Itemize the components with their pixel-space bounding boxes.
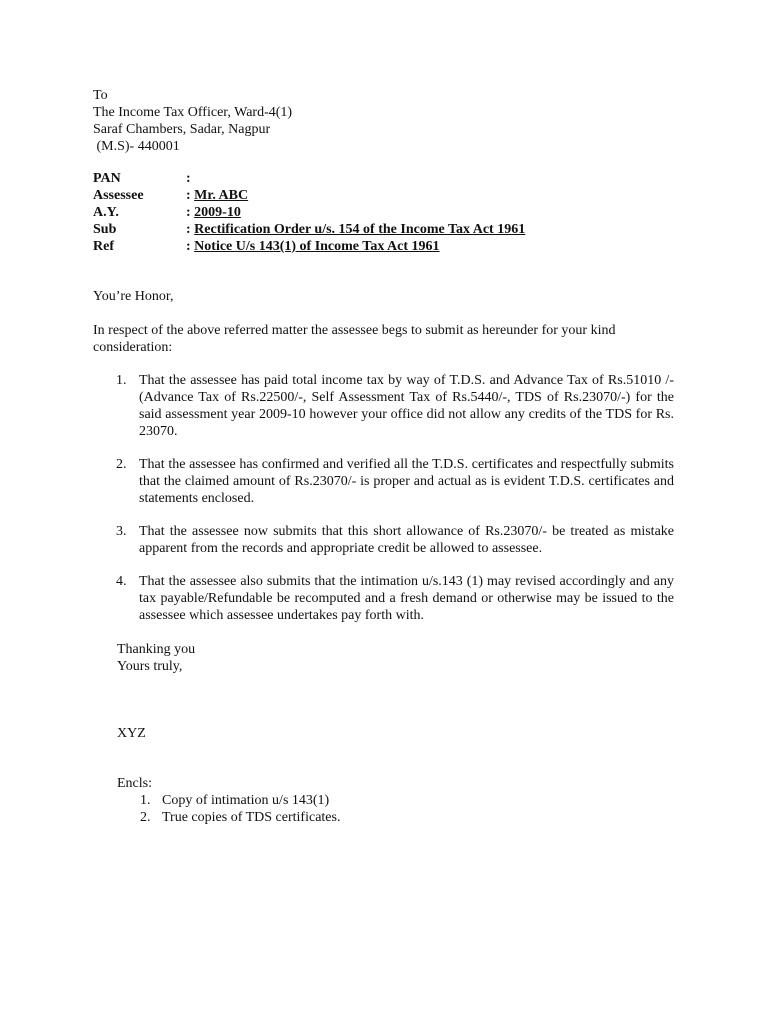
list-item bbox=[116, 372, 674, 440]
list-text: That the assessee has confirmed and verified all the T.D.S. certificates and respectfully submits that the claimed amount of Rs.23070/- is proper and actual as is evident T.D.S. certificates and statements enclosed. bbox=[139, 457, 674, 506]
meta-separator: : bbox=[186, 222, 195, 237]
list-text: True copies of TDS certificates. bbox=[162, 810, 341, 825]
intro-text: In respect of the above referred matter the assessee begs to submit as hereunder for your kind consideration: bbox=[93, 323, 616, 355]
list-item bbox=[140, 809, 340, 826]
meta-label: PAN bbox=[93, 171, 121, 186]
list-item bbox=[116, 573, 674, 624]
closing-yours: Yours truly, bbox=[117, 659, 183, 674]
reference-details bbox=[93, 170, 525, 255]
intro-paragraph bbox=[93, 322, 675, 356]
signature-name: XYZ bbox=[117, 726, 146, 741]
reference-text: Notice U/s 143(1) of Income Tax Act 1961 bbox=[194, 239, 440, 254]
meta-row-assessee bbox=[93, 187, 525, 204]
list-number: 1. bbox=[116, 373, 127, 388]
meta-label: A.Y. bbox=[93, 205, 119, 220]
meta-row-ay bbox=[93, 204, 525, 221]
meta-separator: : bbox=[186, 171, 191, 186]
list-number: 4. bbox=[116, 574, 127, 589]
assessee-name: Mr. ABC bbox=[194, 188, 249, 203]
list-item bbox=[116, 523, 674, 557]
meta-label: Ref bbox=[93, 239, 114, 254]
meta-separator: : bbox=[186, 188, 195, 203]
meta-label: Sub bbox=[93, 222, 117, 237]
numbered-points bbox=[116, 372, 674, 640]
assessment-year: 2009-10 bbox=[194, 205, 241, 220]
list-item bbox=[140, 792, 340, 809]
closing-thanks: Thanking you bbox=[117, 642, 196, 657]
meta-label: Assessee bbox=[93, 188, 144, 203]
subject-text: Rectification Order u/s. 154 of the Income Tax Act 1961 bbox=[194, 222, 526, 237]
list-item bbox=[116, 456, 674, 507]
list-text: That the assessee also submits that the intimation u/s.143 (1) may revised accordingly and any tax payable/Refundable be recomputed and a fresh demand or otherwise may be issued to the assessee which assessee undertakes pay forth with. bbox=[139, 574, 674, 623]
recipient-address bbox=[93, 87, 292, 155]
list-number: 3. bbox=[116, 524, 127, 539]
address-line-1: The Income Tax Officer, Ward-4(1) bbox=[93, 105, 293, 120]
enclosures-title: Encls: bbox=[117, 776, 152, 791]
meta-separator: : bbox=[186, 205, 195, 220]
list-number: 2. bbox=[140, 810, 151, 825]
address-line-3: (M.S)- 440001 bbox=[93, 139, 180, 154]
list-text: Copy of intimation u/s 143(1) bbox=[162, 793, 330, 808]
address-line-2: Saraf Chambers, Sadar, Nagpur bbox=[93, 122, 271, 137]
enclosures-list bbox=[140, 792, 340, 826]
list-text: That the assessee has paid total income tax by way of T.D.S. and Advance Tax of Rs.51010 /- (Advance Tax of Rs.22500/-, Self Assessment Tax of Rs.5440/-, TDS of Rs.23070/-) for the said assessment year 2009-10 however your office did not allow any credits of the TDS for Rs. 23070. bbox=[139, 373, 674, 439]
list-number: 1. bbox=[140, 793, 151, 808]
list-text: That the assessee now submits that this short allowance of Rs.23070/- be treated as mistake apparent from the records and appropriate credit be allowed to assessee. bbox=[139, 524, 674, 556]
meta-row-pan bbox=[93, 170, 525, 187]
meta-row-ref bbox=[93, 238, 525, 255]
address-to: To bbox=[93, 88, 108, 103]
meta-separator: : bbox=[186, 239, 195, 254]
closing bbox=[117, 641, 195, 675]
salutation: You’re Honor, bbox=[93, 289, 174, 304]
meta-row-sub bbox=[93, 221, 525, 238]
list-number: 2. bbox=[116, 457, 127, 472]
